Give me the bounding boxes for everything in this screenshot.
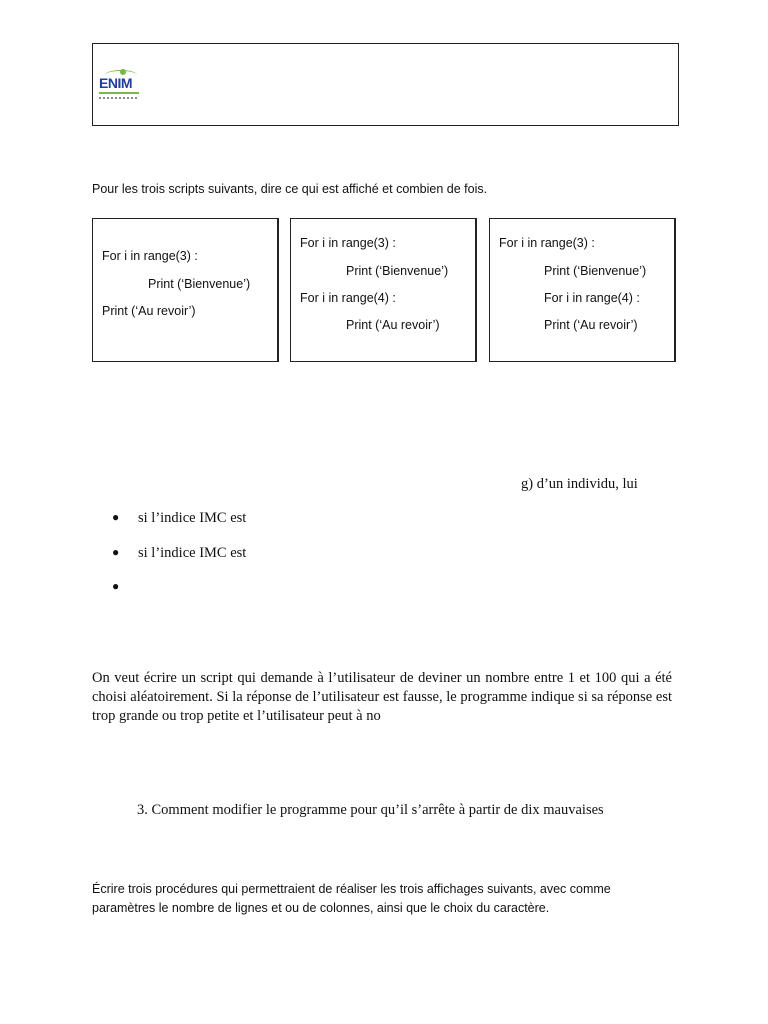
script-box-1 xyxy=(92,218,279,362)
script-line: Print (‘Au revoir’) xyxy=(544,318,638,332)
fragment-text: g) d’un individu, lui xyxy=(521,476,638,492)
bullet-dot-icon: ● xyxy=(112,510,120,524)
procedures-paragraph: Écrire trois procédures qui permettraient de réaliser les trois affichages suivants, avec comme paramètres le nombre de lignes et ou de colonnes, ainsi que le choix du caractère. xyxy=(92,882,611,915)
script-line: For i in range(3) : xyxy=(102,249,198,263)
guess-number-paragraph: On veut écrire un script qui demande à l’utilisateur de deviner un nombre entre 1 et 100 qui a été choisi aléatoirement. Si la réponse de l’utilisateur est fausse, le programme indique si sa réponse est trop grande ou trop petite et l’utilisateur peut à no xyxy=(92,670,672,724)
script-box-2 xyxy=(290,218,477,362)
header-box xyxy=(92,43,679,126)
bullet-text: si l’indice IMC est xyxy=(138,545,247,561)
logo-underline xyxy=(99,92,139,94)
logo-dotted-line xyxy=(99,97,139,99)
script-line: Print (‘Au revoir’) xyxy=(346,318,440,332)
script-line: Print (‘Bienvenue’) xyxy=(148,277,251,291)
script-line: Print (‘Au revoir’) xyxy=(102,304,196,318)
bullet-text: si l’indice IMC est xyxy=(138,510,247,526)
logo-text: ENIM xyxy=(99,75,132,91)
script-line: For i in range(3) : xyxy=(300,236,396,250)
script-line: For i in range(3) : xyxy=(499,236,595,250)
question-3: 3. Comment modifier le programme pour qu’il s’arrête à partir de dix mauvaises xyxy=(137,802,604,818)
script-box-3 xyxy=(489,218,676,362)
script-line: Print (‘Bienvenue’) xyxy=(544,264,647,278)
script-line: Print (‘Bienvenue’) xyxy=(346,264,449,278)
script-line: For i in range(4) : xyxy=(300,291,396,305)
bullet-dot-icon: ● xyxy=(112,579,120,593)
bullet-dot-icon: ● xyxy=(112,545,120,559)
script-line: For i in range(4) : xyxy=(544,291,640,305)
enim-logo xyxy=(99,69,143,103)
intro-text: Pour les trois scripts suivants, dire ce qui est affiché et combien de fois. xyxy=(92,182,488,196)
